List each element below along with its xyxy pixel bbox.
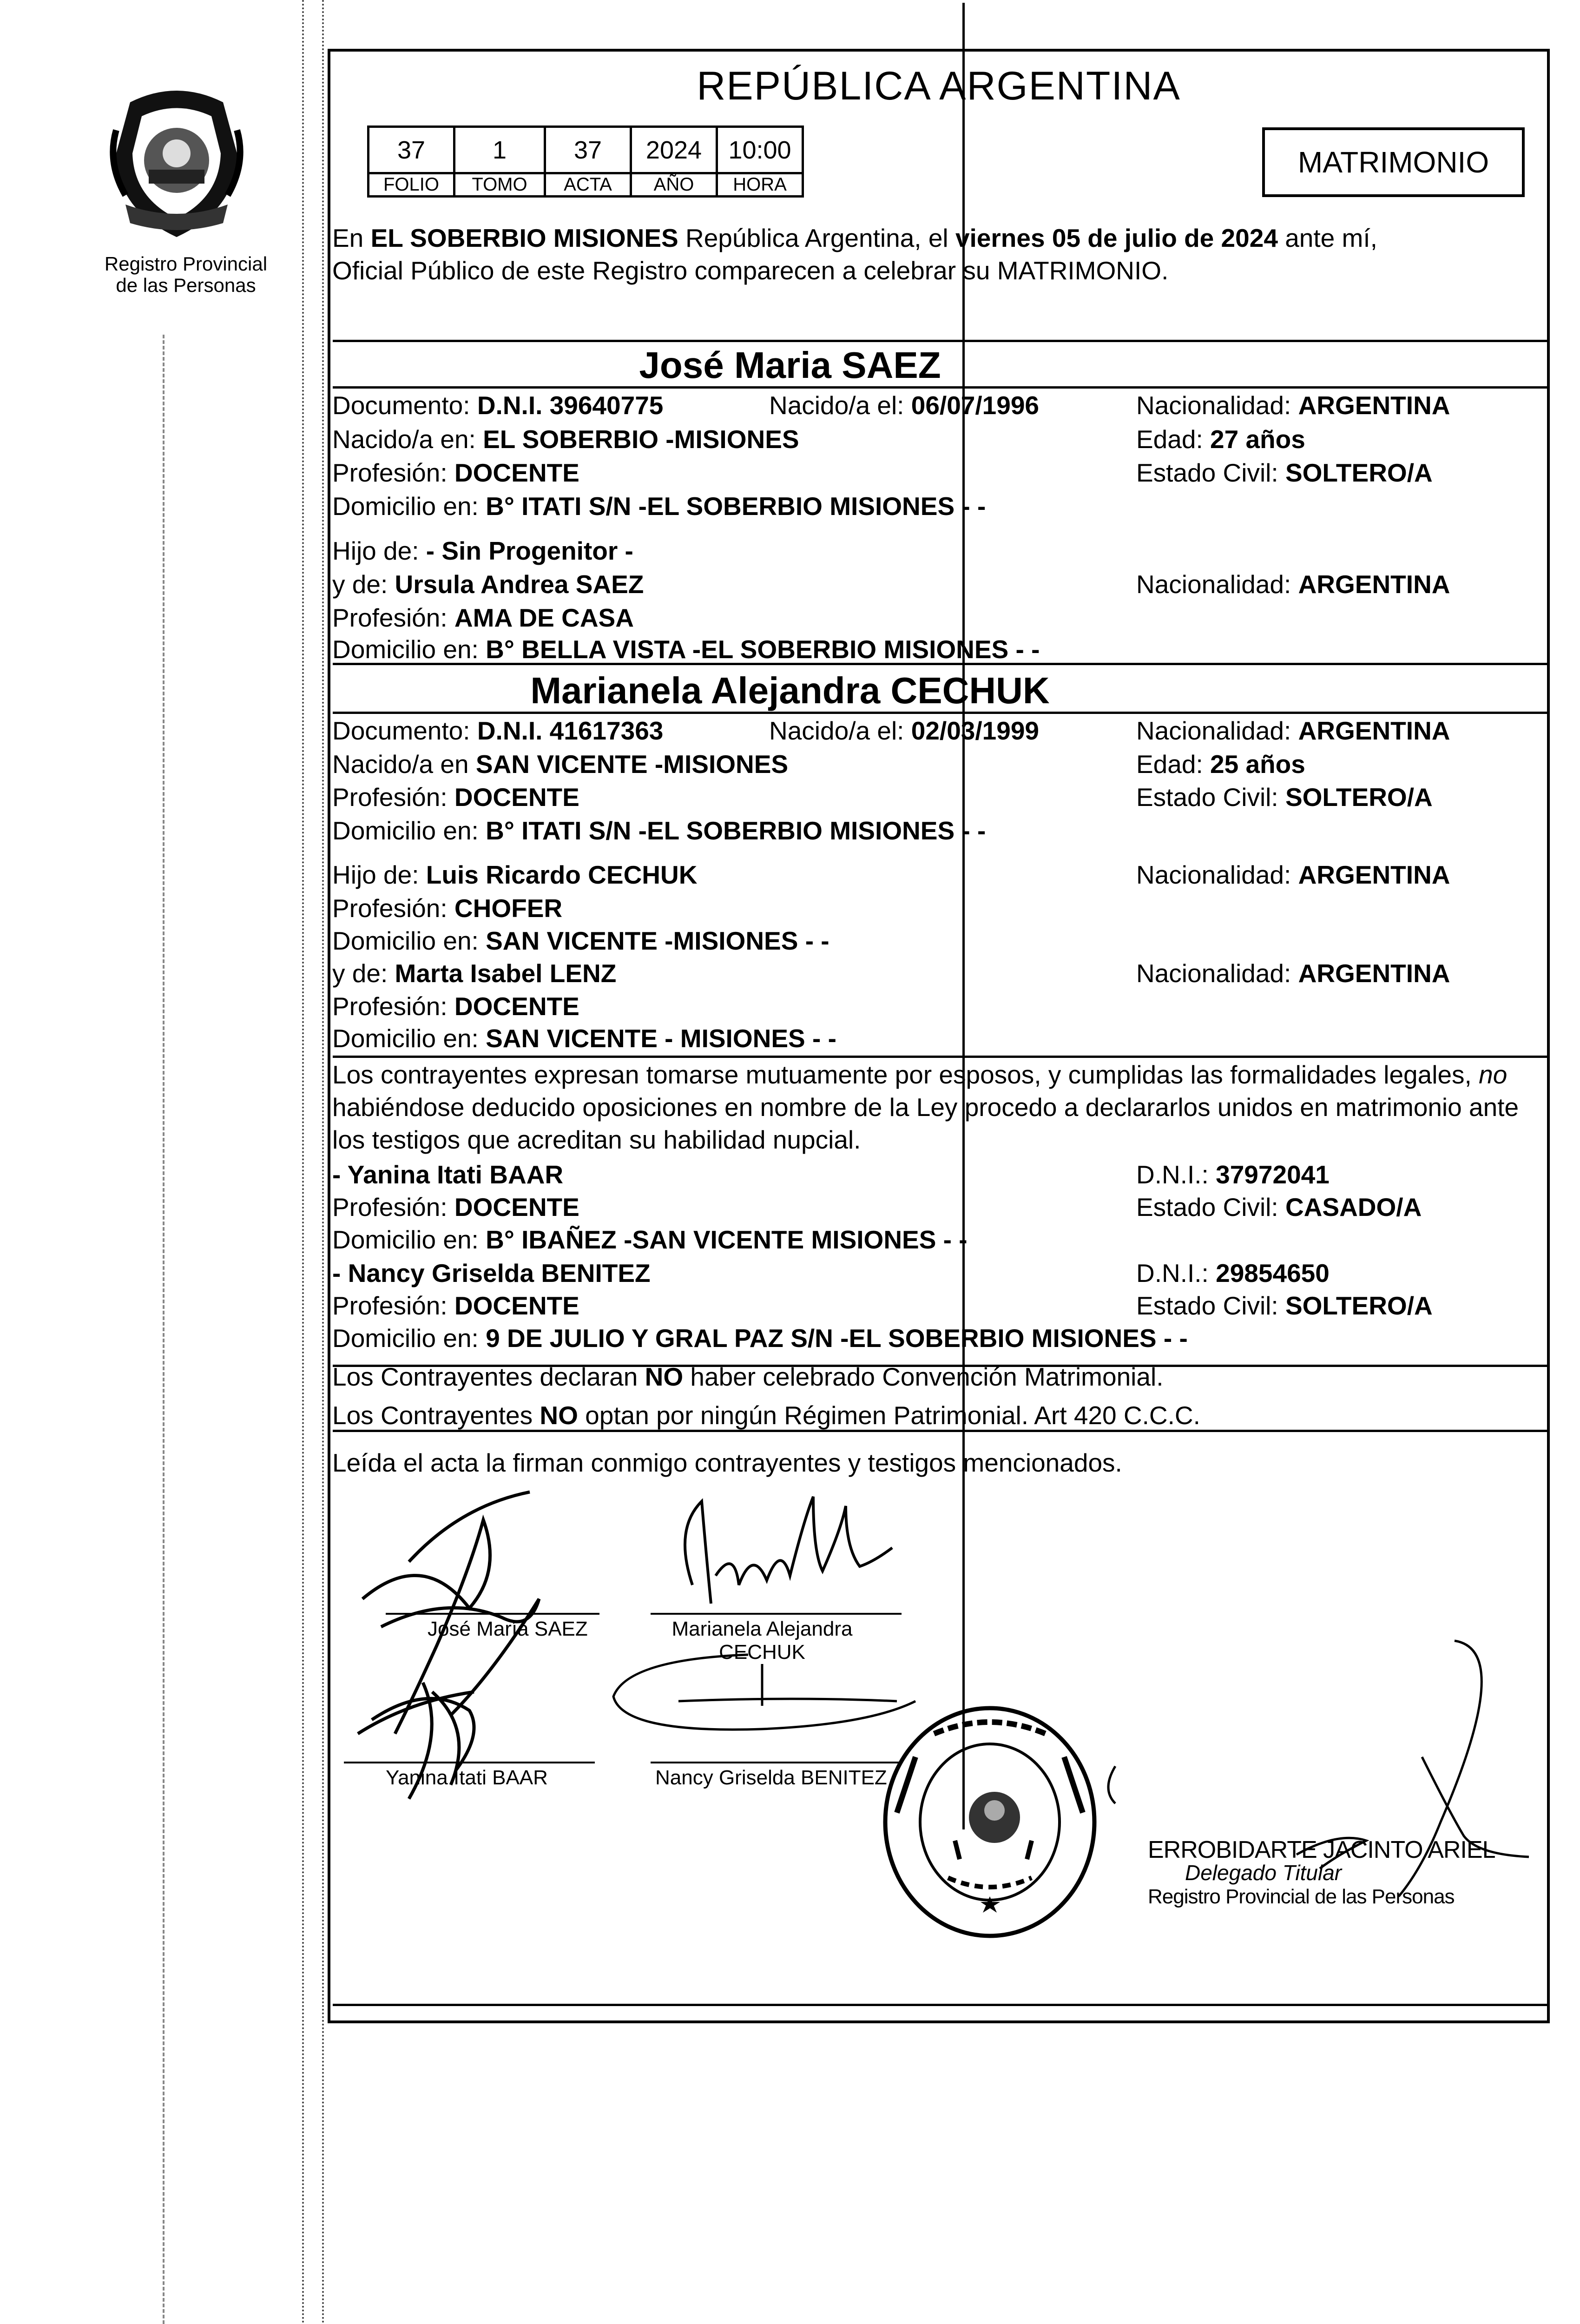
tomo-value: 1 bbox=[454, 127, 545, 173]
declaration-line-1: Los contrayentes expresan tomarse mutuamente por esposos, y cumplidas las formalidades legales, no bbox=[332, 1060, 1508, 1089]
registry-name bbox=[88, 253, 283, 296]
bride-profession: Profesión: DOCENTE bbox=[332, 783, 579, 812]
signature-line bbox=[386, 1613, 599, 1615]
bride-father-address: Domicilio en: SAN VICENTE -MISIONES - - bbox=[332, 926, 830, 955]
groom-mother-profession: Profesión: AMA DE CASA bbox=[332, 603, 634, 632]
acta-caption: ACTA bbox=[545, 173, 631, 197]
year-value: 2024 bbox=[631, 127, 717, 173]
bride-name: Marianela Alejandra CECHUK bbox=[530, 670, 1050, 711]
year-caption: AÑO bbox=[631, 173, 717, 197]
witness-1-civil-status: Estado Civil: CASADO/A bbox=[1136, 1193, 1422, 1221]
intro-line-2: Oficial Público de este Registro comparecen a celebrar su MATRIMONIO. bbox=[332, 256, 1169, 285]
bride-address: Domicilio en: B° ITATI S/N -EL SOBERBIO MISIONES - - bbox=[332, 816, 986, 845]
divider bbox=[333, 1056, 1549, 1058]
margin-guide-line bbox=[163, 335, 165, 2324]
groom-mother-nationality: Nacionalidad: ARGENTINA bbox=[1136, 570, 1450, 599]
bride-mother-nationality: Nacionalidad: ARGENTINA bbox=[1136, 959, 1450, 988]
registry-logo bbox=[98, 84, 256, 242]
groom-birth-place: Nacido/a en: EL SOBERBIO -MISIONES bbox=[332, 425, 799, 454]
witness-1-address: Domicilio en: B° IBAÑEZ -SAN VICENTE MISIONES - - bbox=[332, 1225, 968, 1254]
witness-2-name: - Nancy Griselda BENITEZ bbox=[332, 1259, 651, 1287]
signature-line bbox=[344, 1762, 595, 1763]
bride-birth-date: Nacido/a el: 02/03/1999 bbox=[769, 716, 1040, 745]
page-title: REPÚBLICA ARGENTINA bbox=[697, 64, 1181, 108]
declaration-line-2: habiéndose deducido oposiciones en nombre de la Ley procedo a declararlos unidos en matrimonio ante bbox=[332, 1093, 1519, 1122]
groom-age: Edad: 27 años bbox=[1136, 425, 1305, 454]
witness-1-signature-caption: Yanina Itati BAAR bbox=[386, 1766, 548, 1789]
official-stamp bbox=[1148, 1836, 1495, 1908]
official-seal bbox=[878, 1701, 1101, 1943]
bride-birth-place: Nacido/a en SAN VICENTE -MISIONES bbox=[332, 750, 789, 779]
bride-mother-profession: Profesión: DOCENTE bbox=[332, 992, 579, 1021]
hour-value: 10:00 bbox=[717, 127, 803, 173]
bride-age: Edad: 25 años bbox=[1136, 750, 1305, 779]
regime-statement: Los Contrayentes NO optan por ningún Régimen Patrimonial. Art 420 C.C.C. bbox=[332, 1401, 1200, 1430]
witness-2-dni: D.N.I.: 29854650 bbox=[1136, 1259, 1330, 1287]
intro-line-1: En EL SOBERBIO MISIONES República Argentina, el viernes 05 de julio de 2024 ante mí, bbox=[332, 224, 1377, 252]
acta-value: 37 bbox=[545, 127, 631, 173]
groom-birth-date: Nacido/a el: 06/07/1996 bbox=[769, 391, 1040, 420]
ceremony-date: viernes 05 de julio de 2024 bbox=[955, 224, 1278, 252]
groom-civil-status: Estado Civil: SOLTERO/A bbox=[1136, 458, 1433, 487]
bride-signature bbox=[674, 1492, 915, 1613]
groom-name: José Maria SAEZ bbox=[639, 344, 941, 386]
registry-name-line1: Registro Provincial bbox=[104, 253, 268, 275]
groom-mother-address: Domicilio en: B° BELLA VISTA -EL SOBERBIO MISIONES - - bbox=[332, 635, 1040, 664]
witness-2-address: Domicilio en: 9 DE JULIO Y GRAL PAZ S/N -EL SOBERBIO MISIONES - - bbox=[332, 1324, 1188, 1353]
witness-1-name: - Yanina Itati BAAR bbox=[332, 1160, 564, 1189]
signature-line bbox=[651, 1762, 902, 1763]
bride-father-nationality: Nacionalidad: ARGENTINA bbox=[1136, 860, 1450, 889]
closing-statement: Leída el acta la firman conmigo contrayentes y testigos mencionados. bbox=[332, 1448, 1122, 1477]
bride-document: Documento: D.N.I. 41617363 bbox=[332, 716, 664, 745]
groom-address: Domicilio en: B° ITATI S/N -EL SOBERBIO MISIONES - - bbox=[332, 492, 986, 521]
witness-1-dni: D.N.I.: 37972041 bbox=[1136, 1160, 1330, 1189]
witness-2-civil-status: Estado Civil: SOLTERO/A bbox=[1136, 1291, 1433, 1320]
bride-mother-address: Domicilio en: SAN VICENTE - MISIONES - - bbox=[332, 1024, 836, 1053]
bride-signature-caption: Marianela Alejandra CECHUK bbox=[672, 1618, 853, 1664]
bride-father-profession: Profesión: CHOFER bbox=[332, 894, 563, 923]
witness-2-profession: Profesión: DOCENTE bbox=[332, 1291, 579, 1320]
divider bbox=[333, 1430, 1549, 1432]
divider bbox=[333, 340, 1549, 342]
bride-father: Hijo de: Luis Ricardo CECHUK bbox=[332, 860, 698, 889]
groom-document: Documento: D.N.I. 39640775 bbox=[332, 391, 664, 420]
groom-father: Hijo de: - Sin Progenitor - bbox=[332, 536, 633, 565]
official-role: Delegado Titular bbox=[1185, 1861, 1342, 1885]
bride-mother: y de: Marta Isabel LENZ bbox=[332, 959, 617, 988]
tomo-caption: TOMO bbox=[454, 173, 545, 197]
bride-civil-status: Estado Civil: SOLTERO/A bbox=[1136, 783, 1433, 812]
declaration-line-3: los testigos que acreditan su habilidad nupcial. bbox=[332, 1125, 861, 1154]
witness-1-profession: Profesión: DOCENTE bbox=[332, 1193, 579, 1221]
registry-name-line2: de las Personas bbox=[116, 274, 256, 297]
hour-caption: HORA bbox=[717, 173, 803, 197]
groom-mother: y de: Ursula Andrea SAEZ bbox=[332, 570, 644, 599]
divider bbox=[333, 2004, 1549, 2006]
folio-value: 37 bbox=[369, 127, 454, 173]
groom-signature-caption: José María SAEZ bbox=[428, 1618, 588, 1640]
convention-statement: Los Contrayentes declaran NO haber celebrado Convención Matrimonial. bbox=[332, 1362, 1164, 1391]
signature-line bbox=[651, 1613, 902, 1615]
official-office: Registro Provincial de las Personas bbox=[1148, 1885, 1455, 1908]
bride-nationality: Nacionalidad: ARGENTINA bbox=[1136, 716, 1450, 745]
groom-profession: Profesión: DOCENTE bbox=[332, 458, 579, 487]
witness-2-signature-caption: Nancy Griselda BENITEZ bbox=[655, 1766, 887, 1789]
groom-nationality: Nacionalidad: ARGENTINA bbox=[1136, 391, 1450, 420]
official-name: ERROBIDARTE JACINTO ARIEL bbox=[1148, 1836, 1495, 1863]
act-type-badge: MATRIMONIO bbox=[1262, 127, 1525, 197]
ceremony-place: EL SOBERBIO MISIONES bbox=[370, 224, 678, 252]
folio-caption: FOLIO bbox=[369, 173, 454, 197]
registration-table bbox=[367, 125, 804, 198]
